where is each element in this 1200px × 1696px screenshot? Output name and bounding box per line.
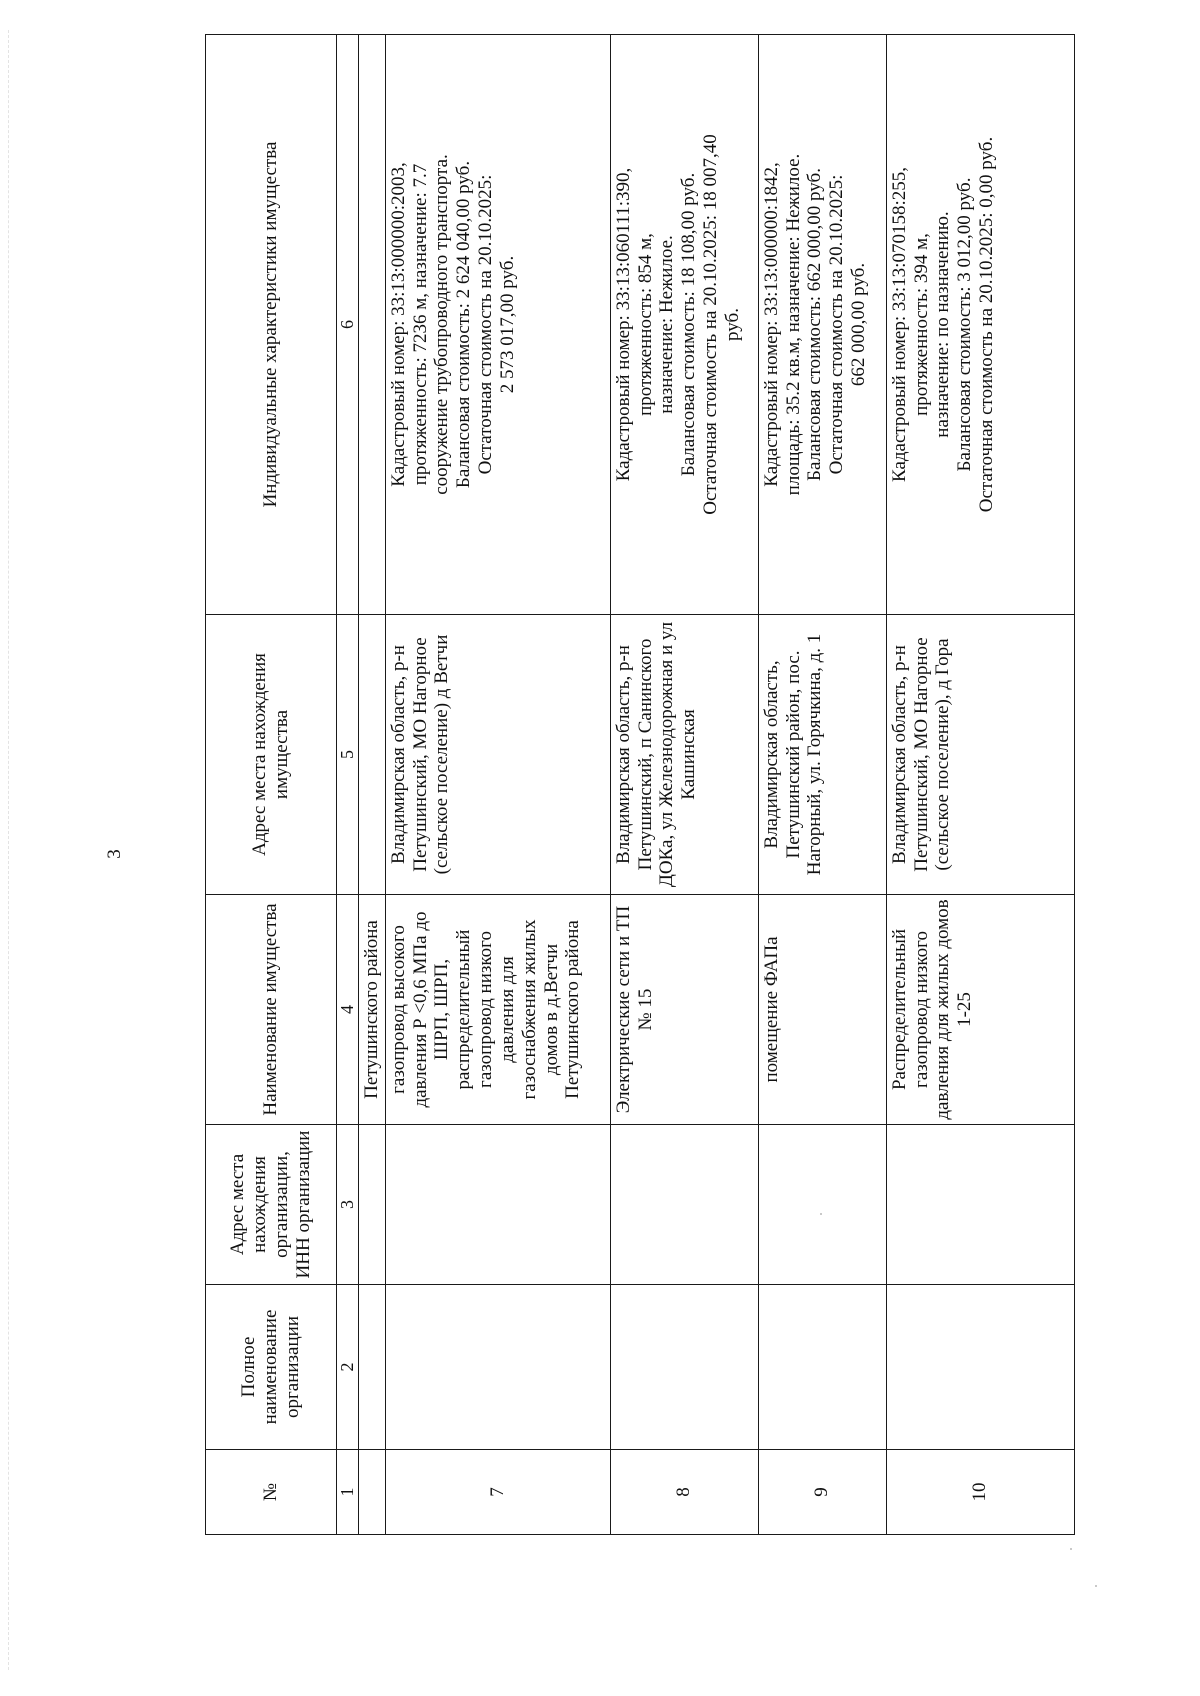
property-address-cell: Владимирская область, р-н Петушинский, МО Нагорное (сельское поселение) д Ветчи [385, 615, 610, 895]
table-row [886, 35, 1074, 1535]
section-title-cell: Петушинского района [358, 895, 385, 1125]
column-number-cell: 5 [337, 615, 359, 895]
characteristics-line: Остаточная стоимость на 20.10.2025: 18 007,40 [700, 134, 722, 515]
characteristics-cell [886, 35, 1074, 615]
org-address-cell [886, 1125, 1074, 1285]
org-name-cell [758, 1285, 886, 1450]
characteristics-cell [758, 35, 886, 615]
row-number-cell: 8 [610, 1450, 758, 1535]
table-cell-empty [358, 615, 385, 895]
table-row [385, 35, 610, 1535]
header-cell-org-address: Адрес места нахождения организации, ИНН организации [206, 1125, 337, 1285]
characteristics-line: Остаточная стоимость на 20.10.2025: [826, 174, 848, 475]
table-header-row [206, 35, 337, 1535]
characteristics-line: назначение: по назначению. [932, 211, 954, 438]
column-number-cell: 1 [337, 1450, 359, 1535]
column-number-cell: 3 [337, 1125, 359, 1285]
header-cell-number: № [206, 1450, 337, 1535]
org-name-cell [610, 1285, 758, 1450]
property-name-cell: Электрические сети и ТП № 15 [610, 895, 758, 1125]
org-address-cell [610, 1125, 758, 1285]
characteristics-line: Балансовая стоимость: 662 000,00 руб. [804, 168, 826, 481]
characteristics-line: сооружение трубопроводного транспорта. [431, 154, 453, 495]
table-row [758, 35, 886, 1535]
column-number-row [337, 35, 359, 1535]
column-number-cell: 4 [337, 895, 359, 1125]
org-name-cell [385, 1285, 610, 1450]
characteristics-line: протяженность: 854 м, [634, 233, 656, 416]
table-cell-empty [358, 1285, 385, 1450]
characteristics-cell [610, 35, 758, 615]
characteristics-line: Кадастровый номер: 33:13:070158:255, [888, 167, 910, 482]
row-number-cell: 7 [385, 1450, 610, 1535]
org-address-cell [758, 1125, 886, 1285]
characteristics-line: протяженность: 7236 м, назначение: 7.7 [409, 163, 431, 486]
column-number-cell: 6 [337, 35, 359, 615]
characteristics-line: Остаточная стоимость на 20.10.2025: 0,00 руб. [976, 136, 998, 513]
characteristics-line: Балансовая стоимость: 2 624 040,00 руб. [453, 160, 475, 489]
property-address-cell: Владимирская область, р-н Петушинский, МО Нагорное (сельское поселение), д Гора [886, 615, 1074, 895]
property-name-cell: помещение ФАПа [758, 895, 886, 1125]
characteristics-line: руб. [721, 308, 743, 341]
table-cell-empty [358, 1125, 385, 1285]
property-name-cell: газопровод высокого давления Р <0,6 МПа до ШРП, ШРП, распределительный газопровод низкого давления для газоснабжения жилых домов в д.Ветчи Петушинского района [385, 895, 610, 1125]
row-number-cell: 10 [886, 1450, 1074, 1535]
scan-edge-mark [8, 30, 10, 1670]
property-table-rotated [205, 35, 1075, 1535]
header-cell-property-address: Адрес места нахождения имущества [206, 615, 337, 895]
property-table [205, 34, 1075, 1535]
characteristics-line: Балансовая стоимость: 3 012,00 руб. [954, 177, 976, 472]
scan-dust-dot [1070, 1548, 1072, 1550]
characteristics-line: 2 573 017,00 руб. [496, 255, 518, 394]
header-cell-org-name: Полное наименование организации [206, 1285, 337, 1450]
property-name-cell: Распределительный газопровод низкого давления для жилых домов 1-25 [886, 895, 1074, 1125]
characteristics-line: протяженность: 394 м, [910, 233, 932, 416]
page-number: 3 [103, 849, 125, 859]
org-address-cell [385, 1125, 610, 1285]
column-number-cell: 2 [337, 1285, 359, 1450]
characteristics-line: Кадастровый номер: 33:13:000000:2003, [387, 162, 409, 487]
characteristics-line: назначение: Нежилое. [656, 235, 678, 414]
table-cell-empty [358, 1450, 385, 1535]
characteristics-line: 662 000,00 руб. [848, 262, 870, 387]
row-number-cell: 9 [758, 1450, 886, 1535]
characteristics-line: Остаточная стоимость на 20.10.2025: [475, 174, 497, 475]
org-name-cell [886, 1285, 1074, 1450]
characteristics-line: Кадастровый номер: 33:13:060111:390, [612, 167, 634, 482]
characteristics-cell [385, 35, 610, 615]
characteristics-line: Балансовая стоимость: 18 108,00 руб. [678, 172, 700, 477]
scan-dust-dot [1095, 1585, 1097, 1587]
section-title-row [358, 35, 385, 1535]
property-address-cell: Владимирская область, р-н Петушинский, п Санинского ДОКа, ул Железнодорожная и ул Кашинская [610, 615, 758, 895]
table-cell-empty [358, 35, 385, 615]
characteristics-line: площадь: 35.2 кв.м, назначение: Нежилое. [782, 153, 804, 496]
property-address-cell: Владимирская область, Петушинский район, пос. Нагорный, ул. Горячкина, д. 1 [758, 615, 886, 895]
header-cell-characteristics: Индивидуальные характеристики имущества [206, 35, 337, 615]
table-row [610, 35, 758, 1535]
header-cell-property-name: Наименование имущества [206, 895, 337, 1125]
characteristics-line: Кадастровый номер: 33:13:000000:1842, [760, 162, 782, 487]
